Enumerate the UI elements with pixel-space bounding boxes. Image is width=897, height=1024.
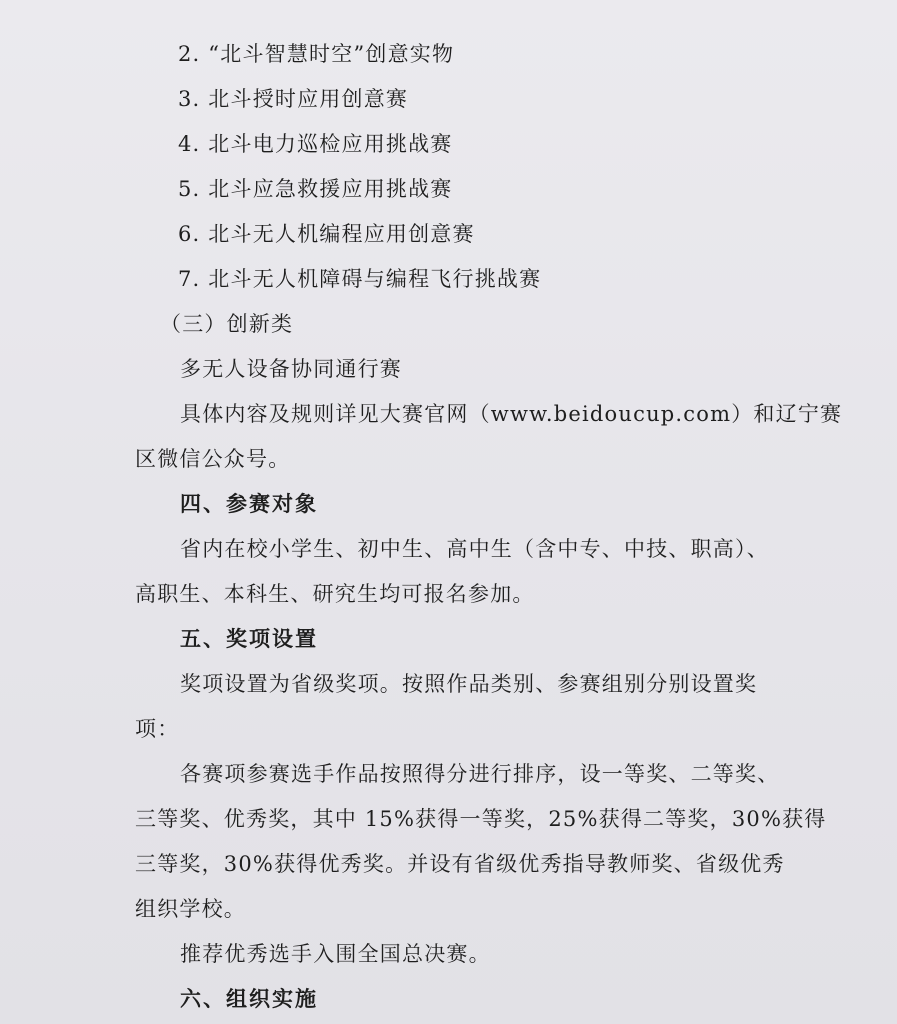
competition-item-7: 7. 北斗无人机障碍与编程飞行挑战赛 (178, 267, 542, 291)
innovation-item: 多无人设备协同通行赛 (180, 357, 402, 381)
section-5-heading: 五、奖项设置 (180, 626, 318, 651)
competition-item-3: 3. 北斗授时应用创意赛 (178, 87, 409, 111)
section-5-para-3: 推荐优秀选手入围全国总决赛。 (180, 942, 491, 966)
section-5-para-1-line-2: 项： (135, 717, 180, 741)
section-5-para-2-line-1: 各赛项参赛选手作品按照得分进行排序，设一等奖、二等奖、 (180, 762, 780, 786)
section-4-heading: 四、参赛对象 (180, 491, 318, 516)
section-5-para-2-line-4: 组织学校。 (135, 897, 246, 921)
competition-item-6: 6. 北斗无人机编程应用创意赛 (178, 222, 475, 246)
competition-item-2: 2. “北斗智慧时空”创意实物 (178, 42, 455, 66)
details-note-line-2: 区微信公众号。 (135, 447, 291, 471)
section-5-para-2-line-2: 三等奖、优秀奖，其中 15%获得一等奖，25%获得二等奖，30%获得 (135, 807, 827, 831)
innovation-heading: （三）创新类 (160, 312, 294, 336)
section-4-line-1: 省内在校小学生、初中生、高中生（含中专、中技、职高）、 (180, 537, 769, 561)
competition-item-5: 5. 北斗应急救援应用挑战赛 (178, 177, 453, 201)
details-note-line-1: 具体内容及规则详见大赛官网（www.beidoucup.com）和辽宁赛 (180, 402, 843, 426)
section-5-para-2-line-3: 三等奖，30%获得优秀奖。并设有省级优秀指导教师奖、省级优秀 (135, 852, 785, 876)
section-5-para-1-line-1: 奖项设置为省级奖项。按照作品类别、参赛组别分别设置奖 (180, 672, 758, 696)
section-4-line-2: 高职生、本科生、研究生均可报名参加。 (135, 582, 535, 606)
competition-item-4: 4. 北斗电力巡检应用挑战赛 (178, 132, 453, 156)
section-6-heading: 六、组织实施 (180, 986, 318, 1011)
